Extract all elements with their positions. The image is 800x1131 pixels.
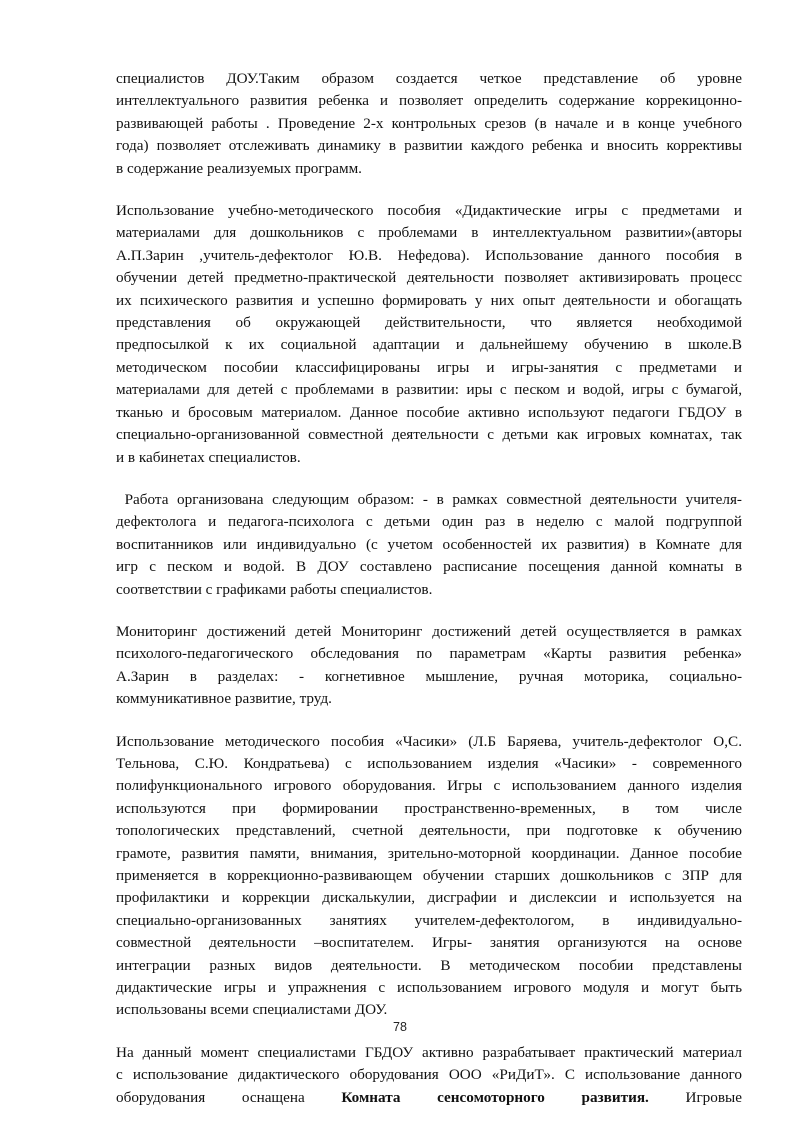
text-line: их психического развития и успешно формировать у них опыт деятельности и обогащать: [116, 291, 742, 309]
text-line-with-bold: [116, 1087, 742, 1109]
text-line: и в кабинетах специалистов.: [116, 448, 301, 466]
text-line: Мониторинг достижений детей Мониторинг достижений детей осуществляется в рамках: [116, 622, 742, 640]
page-number: 78: [393, 1020, 407, 1034]
paragraph-6: [116, 1042, 742, 1109]
paragraph-5: [116, 731, 742, 1022]
document-page: [116, 68, 742, 1129]
text-line: года) позволяет отслеживать динамику в развитии каждого ребенка и вносить коррективы: [116, 137, 742, 155]
text-line: специально-организованной совместной деятельности с детьми как игровых комнатах, так: [116, 426, 742, 444]
paragraph-2: [116, 200, 742, 469]
paragraph-4: [116, 621, 742, 711]
text-line: специально-организованных занятиях учителем-дефектологом, в индивидуально-: [116, 911, 742, 929]
text-line: в содержание реализуемых программ.: [116, 159, 362, 177]
text-line: воспитанников или индивидуально (с учетом особенностей их развития) в Комнате для: [116, 535, 742, 553]
text-line: материалами для детей с проблемами в развитии: иры с песком и водой, игры с бумагой,: [116, 381, 742, 399]
text-line: специалистов ДОУ.Таким образом создается четкое представление об уровне: [116, 70, 742, 87]
text-line: тканью и бросовым материалом. Данное пособие активно используют педагоги ГБДОУ в: [116, 403, 742, 421]
text-line: совместной деятельности –воспитателем. Игры- занятия организуются на основе: [116, 934, 742, 952]
text-line: предпосылкой к их социальной адаптации и дальнейшему обучению в школе.В: [116, 336, 742, 354]
text-line: интеллектуального развития ребенка и позволяет определить содержание коррекицонно-: [116, 92, 742, 110]
text-line: использованы всеми специалистами ДОУ.: [116, 1001, 388, 1019]
text-line: используются при формировании пространственно-временных, в том числе: [116, 799, 742, 817]
text-line: грамоте, развития памяти, внимания, зрительно-моторной координации. Данное пособие: [116, 844, 742, 862]
text-line: Работа организована следующим образом: - в рамках совместной деятельности учителя-: [116, 490, 742, 508]
text-line: топологических представлений, счетной деятельности, при подготовке к обучению: [116, 822, 742, 840]
text-run: Игровые: [648, 1088, 742, 1106]
text-line: дидактические игры и упражнения с использованием игрового модуля и могут быть: [116, 979, 742, 997]
bold-room-name: Комната сенсомоторного развития.: [341, 1088, 649, 1106]
text-line: На данный момент специалистами ГБДОУ активно разрабатывает практический материал: [116, 1043, 742, 1061]
text-line: А.Зарин в разделах: - когнетивное мышление, ручная моторика, социально-: [116, 667, 742, 685]
text-line: интеграции разных видов деятельности. В методическом пособии представлены: [116, 956, 742, 974]
text-line: коммуникативное развитие, труд.: [116, 690, 332, 708]
text-line: психолого-педагогического обследования по параметрам «Карты развития ребенка»: [116, 645, 742, 663]
text-line: представления об окружающей действительности, что является необходимой: [116, 314, 742, 332]
text-run: оборудования оснащена: [116, 1088, 342, 1106]
text-line: Тельнова, С.Ю. Кондратьева) с использованием изделия «Часики» - современного: [116, 754, 742, 772]
text-line: с использование дидактического оборудования ООО «РиДиТ». С использование данного: [116, 1066, 742, 1084]
text-line: материалами для дошкольников с проблемами в интеллектуальном развитии»(авторы: [116, 224, 742, 242]
text-line: соответствии с графиками работы специалистов.: [116, 580, 433, 598]
text-line: обучении детей предметно-практической деятельности позволяет активизировать процесс: [116, 269, 742, 287]
text-line: игр с песком и водой. В ДОУ составлено расписание посещения данной комнаты в: [116, 558, 742, 576]
text-line: полифункционального игрового оборудования. Игры с использованием данного изделия: [116, 777, 742, 795]
text-line: профилактики и коррекции дискалькулии, дисграфии и дислексии и используется на: [116, 889, 742, 907]
text-line: применяется в коррекционно-развивающем обучении старших дошкольников с ЗПР для: [116, 867, 742, 884]
text-line: развивающей работы . Проведение 2-х контрольных срезов (в начале и в конце учебного: [116, 114, 742, 132]
text-line: дефектолога и педагога-психолога с детьми один раз в неделю с малой подгруппой: [116, 513, 742, 531]
text-line: Использование учебно-методического пособия «Дидактические игры с предметами и: [116, 202, 742, 220]
text-line: Использование методического пособия «Часики» (Л.Б Баряева, учитель-дефектолог О,С.: [116, 732, 742, 750]
text-line: А.П.Зарин ,учитель-дефектолог Ю.В. Нефедова). Использование данного пособия в: [116, 246, 742, 264]
text-line: методическом пособии классифицированы игры и игры-занятия с предметами и: [116, 358, 742, 376]
paragraph-3: [116, 489, 742, 601]
paragraph-1: [116, 68, 742, 180]
